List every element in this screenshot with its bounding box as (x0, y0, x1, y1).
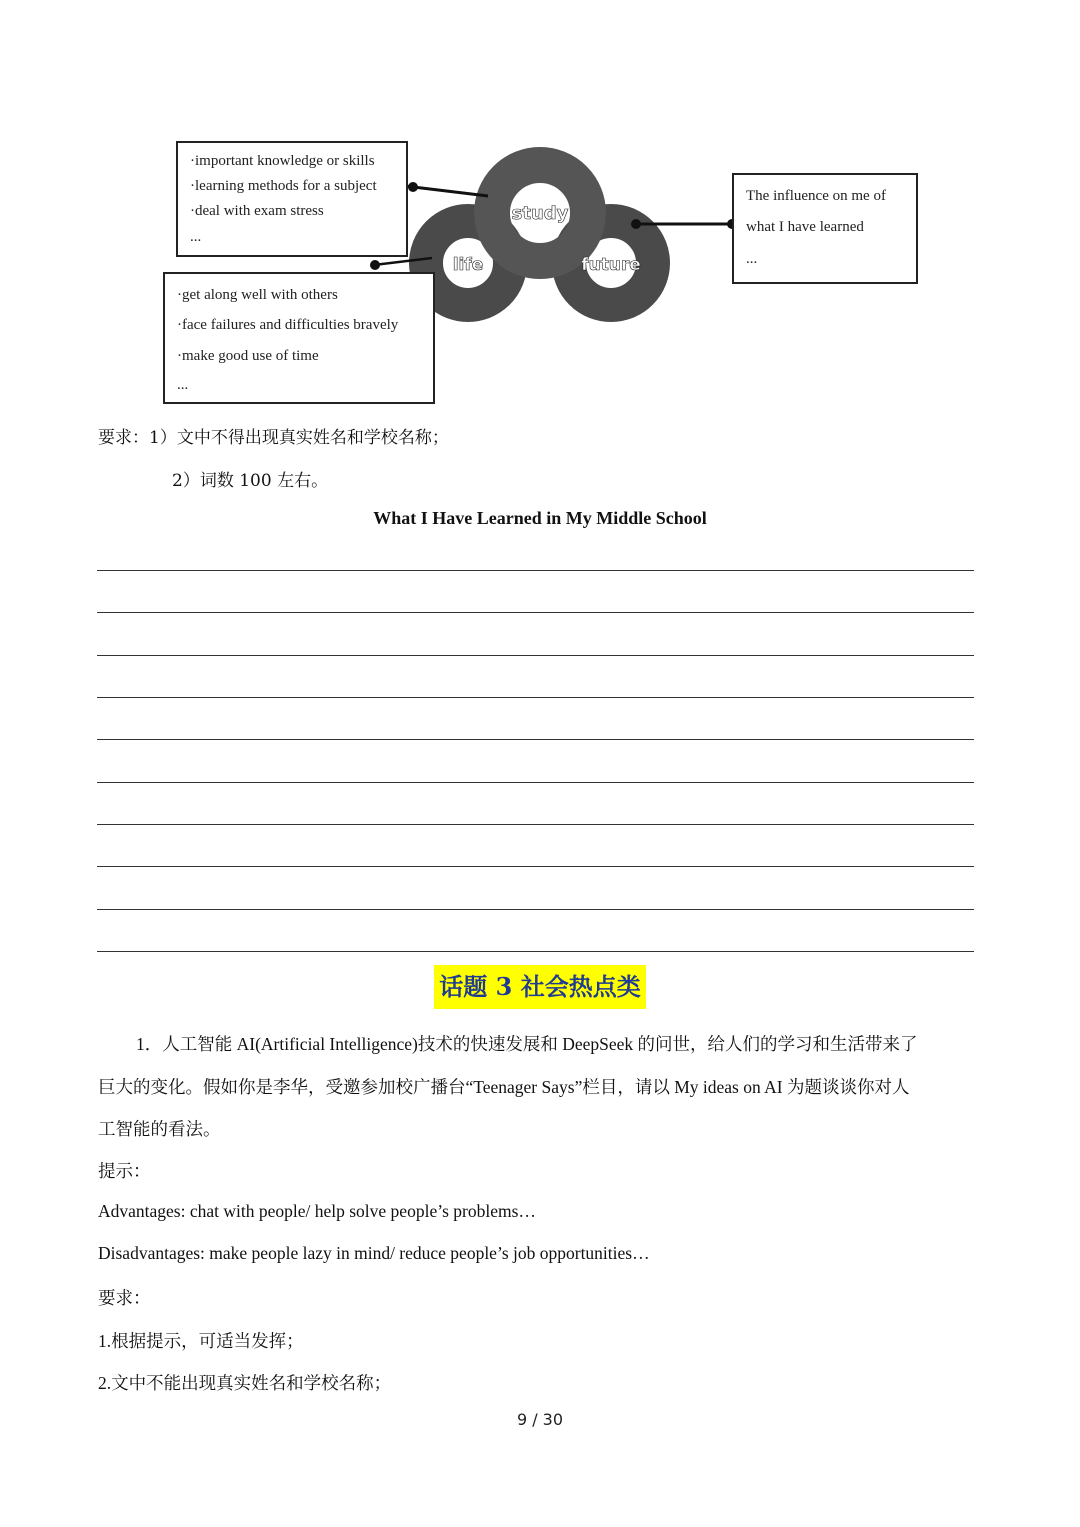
writing-line (97, 909, 974, 910)
life-detail-3: ·make good use of time (177, 348, 319, 364)
ring-label-study: study (511, 203, 569, 224)
writing-line (97, 655, 974, 656)
writing-line (97, 570, 974, 571)
requirement-2: 2）词数 100 左右。 (172, 471, 329, 491)
task-line-2: 巨大的变化。假如你是李华，受邀参加校广播台“Teenager Says”栏目，请以 My ideas on AI 为题谈谈你对人 (98, 1077, 910, 1097)
page-number: 9 / 30 (516, 1410, 564, 1429)
requirement-1: 要求：1）文中不得出现真实姓名和学校名称； (98, 428, 449, 448)
task-req-1: 1.根据提示，可适当发挥； (98, 1331, 304, 1351)
task-line-1: 1．人工智能 AI(Artificial Intelligence)技术的快速发展和 DeepSeek 的问世，给人们的学习和生活带来了 (136, 1034, 918, 1054)
future-detail-3: ... (746, 251, 758, 267)
writing-line (97, 739, 974, 740)
ring-label-life: life (452, 255, 484, 275)
life-details-box (163, 272, 435, 404)
life-detail-1: ·get along well with others (177, 287, 338, 303)
writing-line (97, 782, 974, 783)
study-detail-4: ... (190, 229, 202, 245)
life-detail-4: ... (177, 377, 189, 393)
study-detail-2: ·learning methods for a subject (190, 178, 377, 194)
writing-line (97, 866, 974, 867)
task-req-label: 要求： (98, 1288, 151, 1308)
task-line-3: 工智能的看法。 (98, 1119, 221, 1139)
future-details-box (732, 173, 918, 284)
life-detail-2: ·face failures and difficulties bravely (177, 317, 399, 333)
study-detail-1: ·important knowledge or skills (190, 153, 375, 169)
hint-label: 提示： (98, 1161, 151, 1181)
task-req-2: 2.文中不能出现真实姓名和学校名称； (98, 1373, 392, 1393)
ring-label-future: future (581, 255, 641, 275)
writing-line (97, 824, 974, 825)
writing-line (97, 951, 974, 952)
advantages-hint: Advantages: chat with people/ help solve people’s problems… (98, 1201, 536, 1221)
study-details-box (176, 141, 408, 257)
study-detail-3: ·deal with exam stress (190, 203, 324, 219)
disadvantages-hint: Disadvantages: make people lazy in mind/ reduce people’s job opportunities… (98, 1243, 650, 1263)
topic-heading: 话题 3 社会热点类 (434, 965, 646, 1009)
future-detail-1: The influence on me of (746, 188, 886, 204)
writing-line (97, 697, 974, 698)
writing-line (97, 612, 974, 613)
future-detail-2: what I have learned (746, 219, 864, 235)
essay-title: What I Have Learned in My Middle School (373, 508, 707, 528)
